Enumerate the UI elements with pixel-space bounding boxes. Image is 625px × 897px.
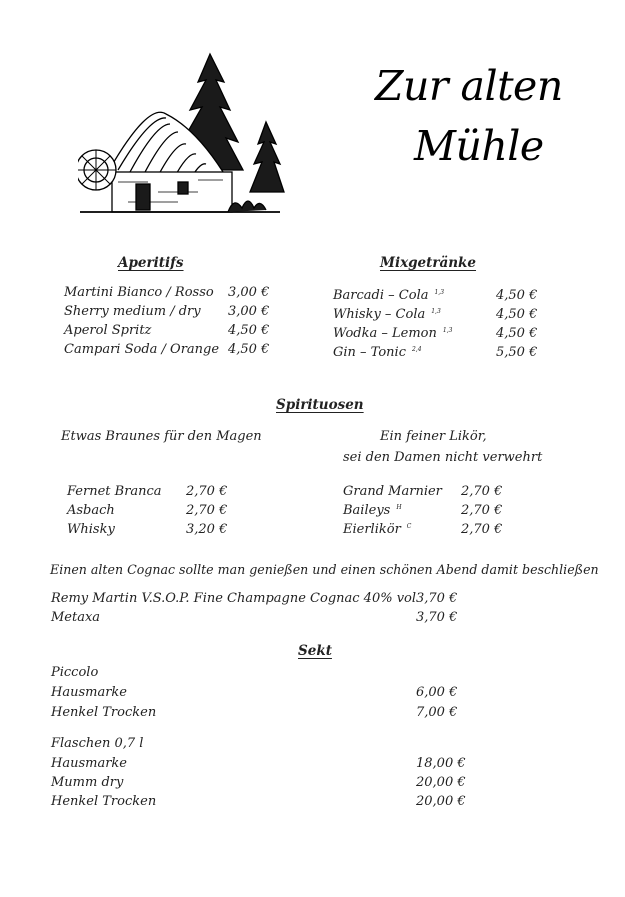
sekt-price: 18,00 € bbox=[416, 756, 466, 771]
sekt-price: 20,00 € bbox=[416, 794, 466, 809]
mix-price: 4,50 € bbox=[496, 326, 538, 341]
mix-name: Wodka – Lemon $^{1,3}$ bbox=[333, 326, 453, 341]
cognac-name: Remy Martin V.S.O.P. Fine Champagne Cognac 40% vol bbox=[51, 591, 417, 606]
aperitif-name: Campari Soda / Orange bbox=[64, 342, 220, 357]
spirit-name: Fernet Branca bbox=[67, 484, 162, 499]
mixgetraenke-heading: Mixgetränke bbox=[380, 255, 477, 271]
sekt-name: Henkel Trocken bbox=[51, 705, 157, 720]
spirituosen-heading: Spirituosen bbox=[276, 397, 364, 413]
aperitif-name: Sherry medium / dry bbox=[64, 304, 201, 319]
aperitif-name: Martini Bianco / Rosso bbox=[64, 285, 214, 300]
aperitif-name: Aperol Spritz bbox=[64, 323, 152, 338]
spirituosen-right-intro-2: sei den Damen nicht verwehrt bbox=[343, 450, 543, 465]
sekt-name: Hausmarke bbox=[51, 685, 127, 700]
sekt-name: Henkel Trocken bbox=[51, 794, 157, 809]
likoer-name: Baileys $^H$ bbox=[343, 503, 402, 518]
flaschen-label: Flaschen 0,7 l bbox=[51, 736, 144, 751]
allergen-note: 2,4 bbox=[411, 346, 422, 353]
spirit-price: 2,70 € bbox=[186, 503, 228, 518]
cognac-intro: Einen alten Cognac sollte man genießen und einen schönen Abend damit beschließen bbox=[50, 562, 599, 577]
mix-price: 5,50 € bbox=[496, 345, 538, 360]
spirituosen-left-intro: Etwas Braunes für den Magen bbox=[61, 429, 262, 444]
mix-name: Barcadi – Cola $^{1,3}$ bbox=[333, 288, 445, 303]
title-line-2: Mühle bbox=[414, 122, 544, 170]
mix-price: 4,50 € bbox=[496, 307, 538, 322]
spirit-name: Whisky bbox=[67, 522, 115, 537]
cognac-price: 3,70 € bbox=[416, 610, 458, 625]
spirit-price: 3,20 € bbox=[186, 522, 228, 537]
cognac-price: 3,70 € bbox=[416, 591, 458, 606]
allergen-note: 1,3 bbox=[431, 308, 441, 315]
likoer-price: 2,70 € bbox=[461, 503, 503, 518]
likoer-name: Grand Marnier bbox=[343, 484, 442, 499]
mix-name: Gin – Tonic $^{2,4}$ bbox=[333, 345, 422, 360]
aperitif-price: 3,00 € bbox=[228, 285, 270, 300]
likoer-price: 2,70 € bbox=[461, 522, 503, 537]
aperitif-price: 3,00 € bbox=[228, 304, 270, 319]
sekt-name: Mumm dry bbox=[51, 775, 124, 790]
allergen-note: C bbox=[406, 523, 412, 530]
allergen-note: H bbox=[396, 504, 402, 511]
spirit-price: 2,70 € bbox=[186, 484, 228, 499]
mix-name: Whisky – Cola $^{1,3}$ bbox=[333, 307, 441, 322]
mill-illustration bbox=[78, 52, 303, 217]
likoer-name: Eierlikör $^C$ bbox=[343, 522, 412, 537]
sekt-price: 6,00 € bbox=[416, 685, 458, 700]
piccolo-label: Piccolo bbox=[51, 665, 99, 680]
cognac-name: Metaxa bbox=[51, 610, 101, 625]
spirituosen-right-intro-1: Ein feiner Likör, bbox=[380, 429, 487, 444]
allergen-note: 1,3 bbox=[434, 289, 445, 296]
sekt-price: 7,00 € bbox=[416, 705, 458, 720]
aperitif-price: 4,50 € bbox=[228, 323, 270, 338]
likoer-price: 2,70 € bbox=[461, 484, 503, 499]
sekt-name: Hausmarke bbox=[51, 756, 127, 771]
mix-price: 4,50 € bbox=[496, 288, 538, 303]
sekt-heading: Sekt bbox=[298, 643, 332, 659]
spirit-name: Asbach bbox=[67, 503, 115, 518]
sekt-price: 20,00 € bbox=[416, 775, 466, 790]
title-line-1: Zur alten bbox=[375, 62, 563, 110]
aperitifs-heading: Aperitifs bbox=[118, 255, 184, 271]
aperitif-price: 4,50 € bbox=[228, 342, 270, 357]
allergen-note: 1,3 bbox=[442, 327, 453, 334]
